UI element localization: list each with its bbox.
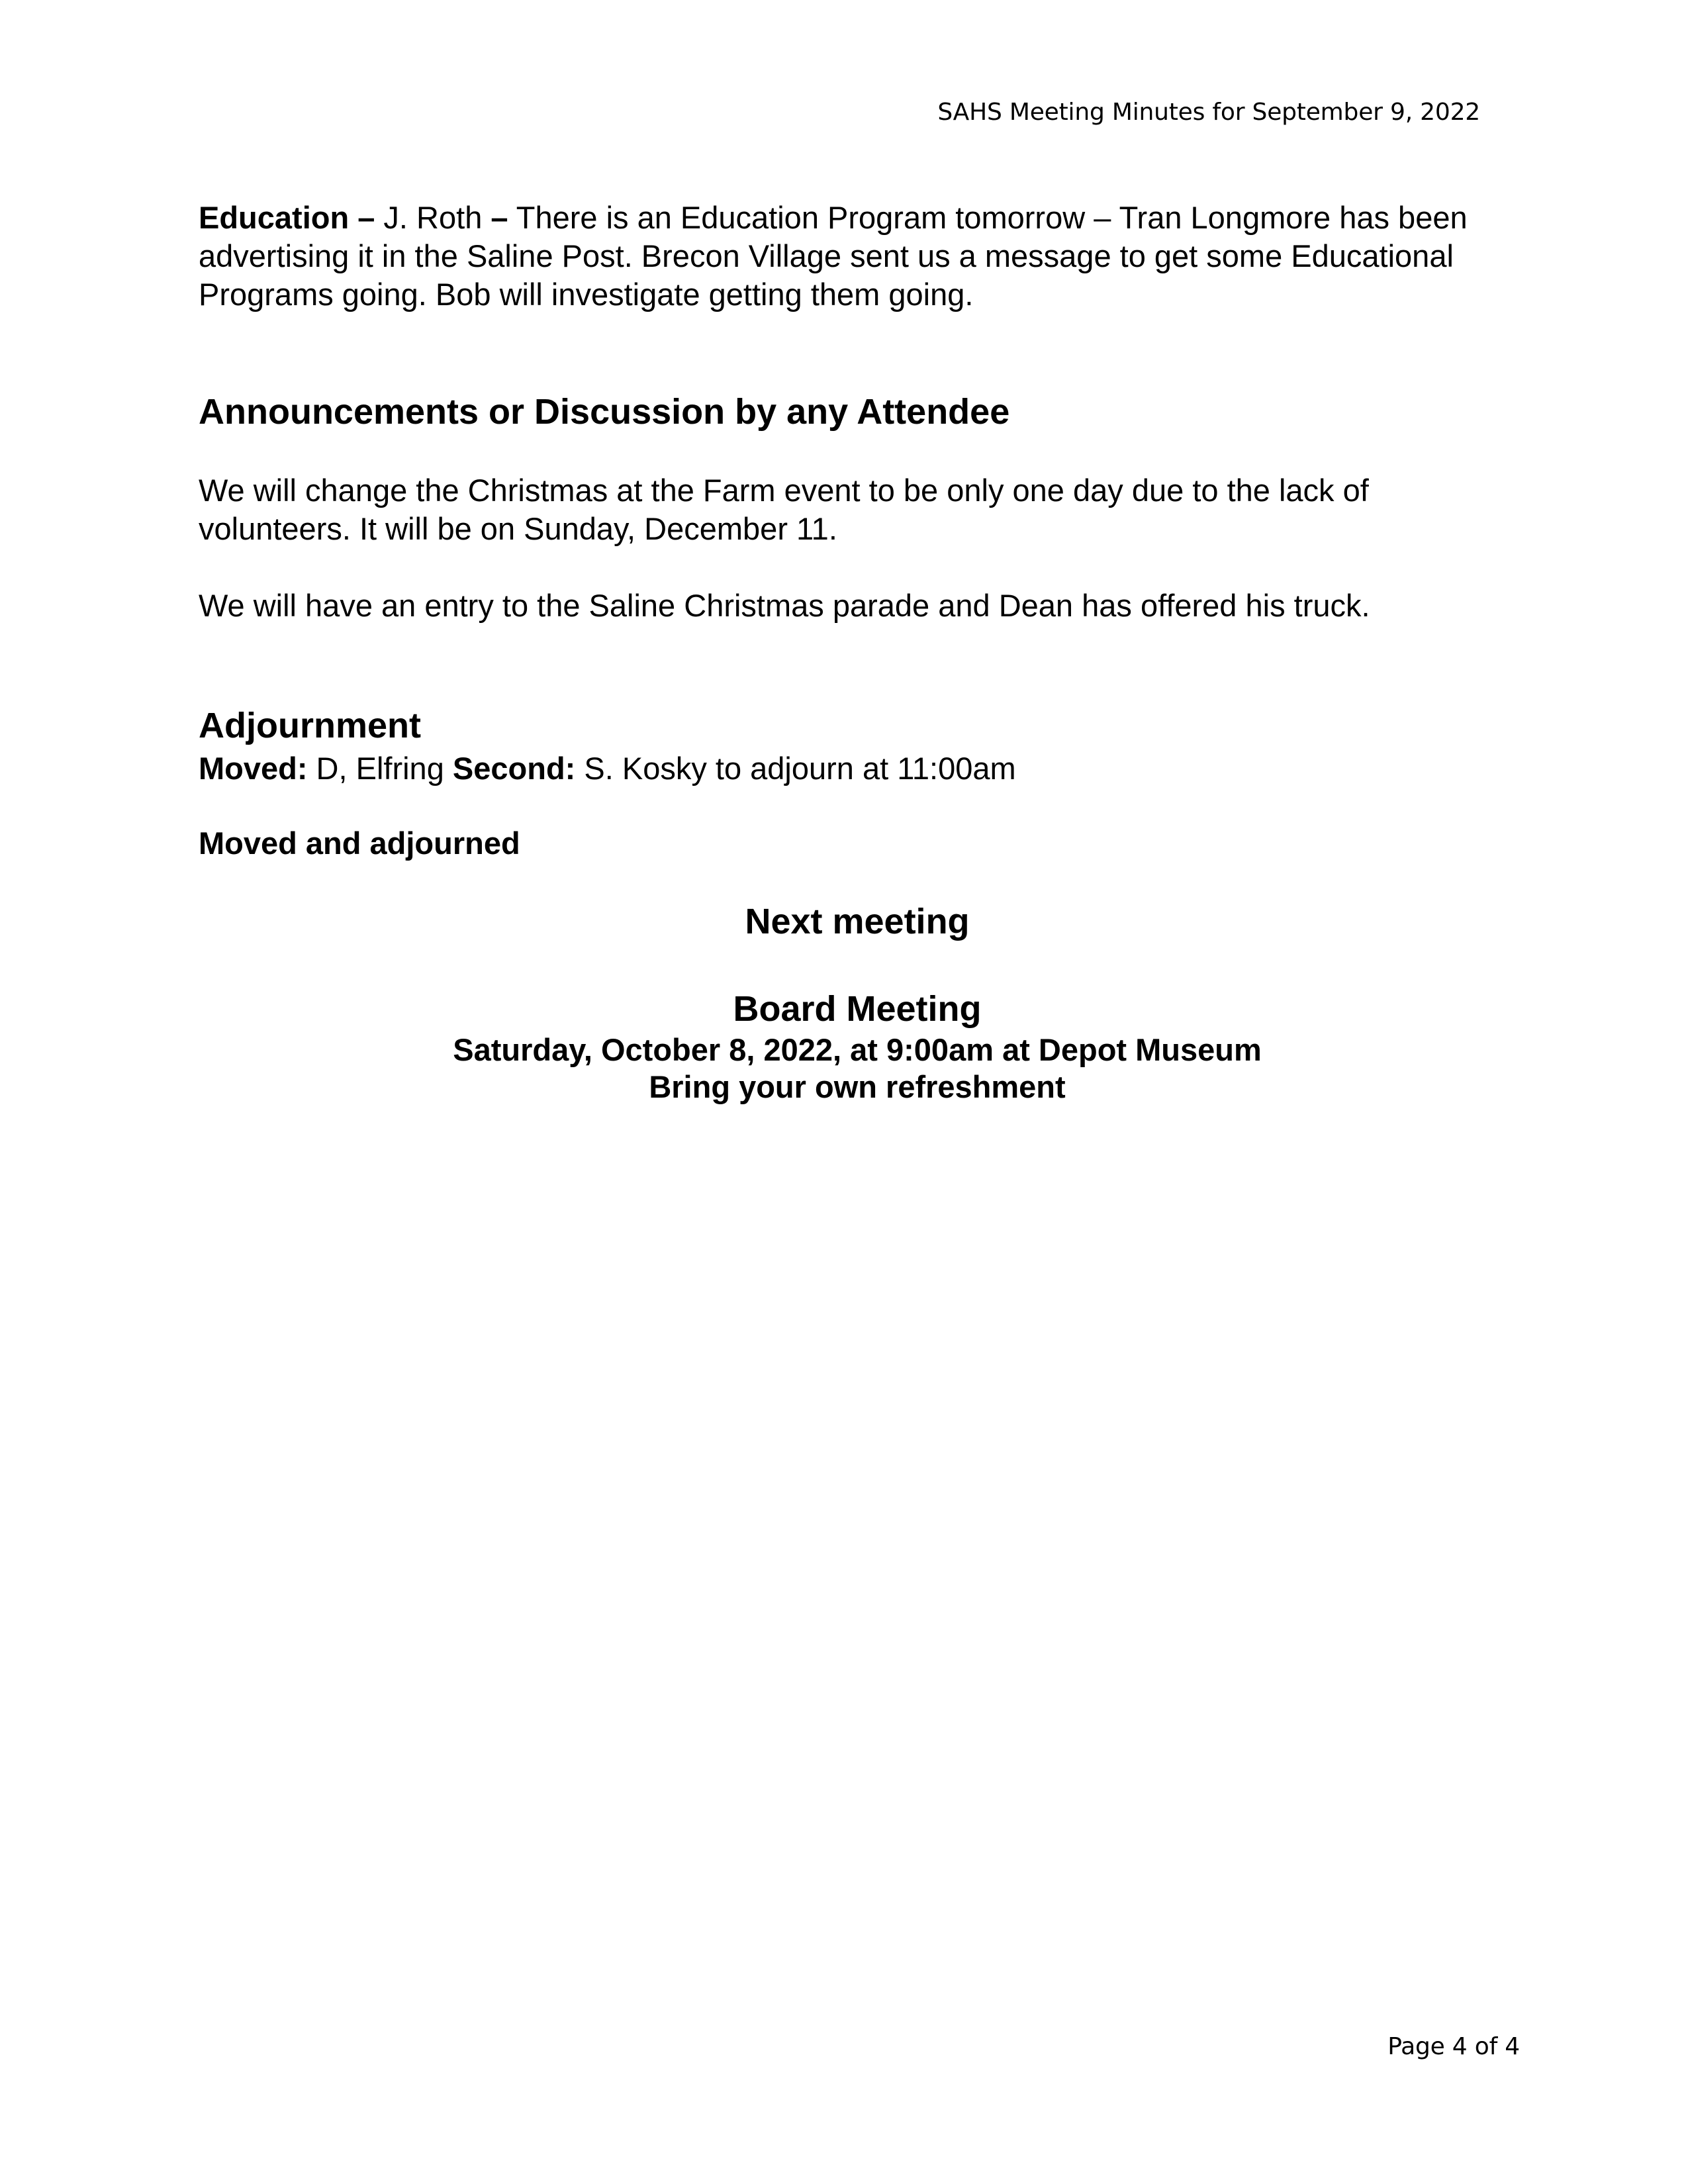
announcement-paragraph: We will have an entry to the Saline Christmas parade and Dean has offered his truck. [199,588,1370,623]
second-label: Second: [452,751,576,786]
board-meeting-note: Bring your own refreshment [649,1069,1066,1104]
adjournment-heading: Adjournment [199,706,421,745]
next-meeting-heading: Next meeting [745,902,970,941]
board-meeting-date-location: Saturday, October 8, 2022, at 9:00am at Depot Museum [453,1032,1262,1067]
adjournment-result: Moved and adjourned [199,826,520,861]
education-text: There is an Education Program tomorrow – Tran Longmore has been advertising it in the Saline Post. Brecon Village sent us a message to get some Educational Programs going. Bob will investigate getting them going. [199,200,1468,312]
board-meeting-title: Board Meeting [733,989,982,1029]
education-person: J. Roth [375,200,491,235]
moved-label: Moved: [199,751,308,786]
adjournment-motion [199,749,1476,788]
education-label: Education – [199,200,375,235]
moved-value: D, Elfring [307,751,453,786]
education-dash: – [491,200,508,235]
announcement-paragraph: We will change the Christmas at the Farm event to be only one day due to the lack of volunteers. It will be on Sunday, December 11. [199,473,1369,546]
announcements-heading: Announcements or Discussion by any Attendee [199,392,1010,432]
education-paragraph [199,199,1476,314]
page-header: SAHS Meeting Minutes for September 9, 2022 [937,99,1480,126]
page-number: Page 4 of 4 [1387,2033,1520,2060]
second-value: S. Kosky to adjourn at 11:00am [575,751,1016,786]
